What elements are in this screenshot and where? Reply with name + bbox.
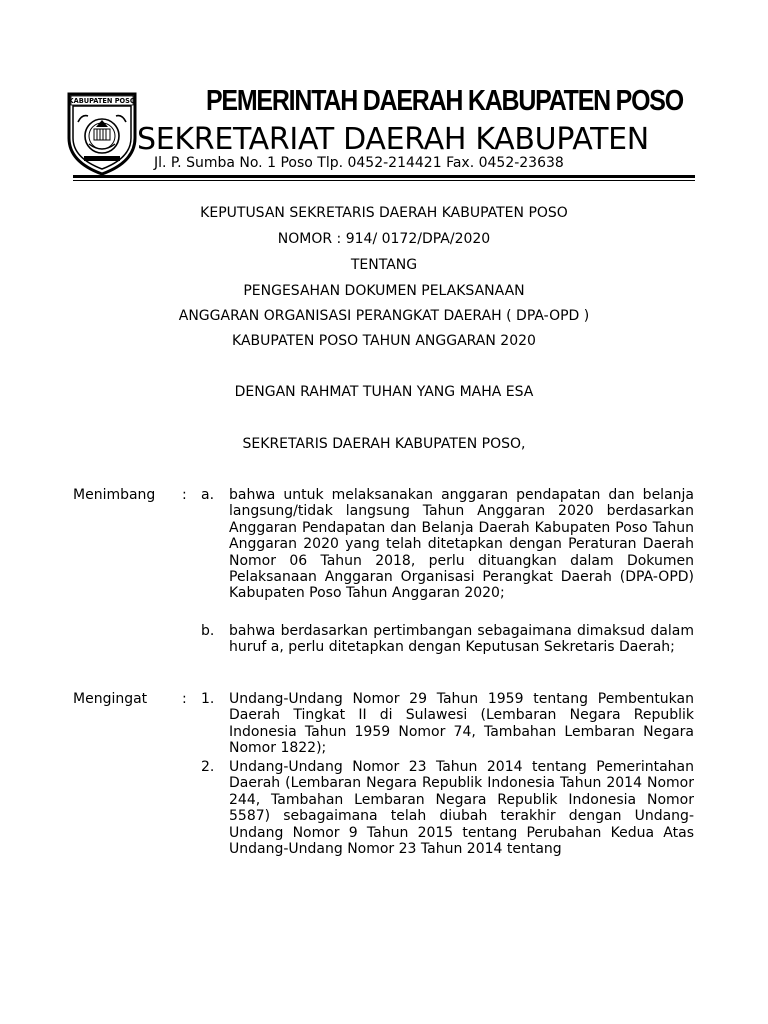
poso-regency-emblem <box>66 92 138 176</box>
menimbang-marker-a: a. <box>201 487 215 503</box>
mengingat-item-2: Undang-Undang Nomor 23 Tahun 2014 tentang Pemerintahan Daerah (Lembaran Negara Republik Indonesia Tahun 2014 Nomor 244, Tambahan Lembaran Negara Republik Indonesia Nomor 5587) sebagaimana telah diubah terakhir dengan Undang-Undang Nomor 9 Tahun 2015 tentang Perubahan Kedua Atas Undang-Undang Nomor 23 Tahun 2014 tentang <box>229 759 694 858</box>
mengingat-marker-1: 1. <box>201 691 215 707</box>
mengingat-label: Mengingat <box>73 691 148 707</box>
emblem-text: KABUPATEN POSO <box>68 97 136 106</box>
subject-line-3: KABUPATEN POSO TAHUN ANGGARAN 2020 <box>232 333 536 349</box>
office-address: Jl. P. Sumba No. 1 Poso Tlp. 0452-214421 Fax. 0452-23638 <box>154 155 564 171</box>
mengingat-marker-2: 2. <box>201 759 215 775</box>
menimbang-marker-b: b. <box>201 623 215 639</box>
letterhead-rule-thick <box>73 175 695 178</box>
menimbang-label: Menimbang <box>73 487 156 503</box>
menimbang-item-a: bahwa untuk melaksanakan anggaran pendapatan dan belanja langsung/tidak langsung Tahun Anggaran 2020 berdasarkan Anggaran Pendapatan dan Belanja Daerah Kabupaten Poso Tahun Anggaran 2020 yang telah ditetapkan dengan Peraturan Daerah Nomor 06 Tahun 2018, perlu dituangkan dalam Dokumen Pelaksanaan Anggaran Organisasi Perangkat Daerah (DPA-OPD) Kabupaten Poso Tahun Anggaran 2020; <box>229 487 694 602</box>
blessing-line: DENGAN RAHMAT TUHAN YANG MAHA ESA <box>234 384 534 400</box>
authority-line: SEKRETARIS DAERAH KABUPATEN POSO, <box>242 436 526 452</box>
mengingat-colon: : <box>182 691 187 707</box>
menimbang-colon: : <box>182 487 187 503</box>
government-name: PEMERINTAH DAERAH KABUPATEN POSO <box>206 85 683 117</box>
menimbang-item-b: bahwa berdasarkan pertimbangan sebagaimana dimaksud dalam huruf a, perlu ditetapkan dengan Keputusan Sekretaris Daerah; <box>229 623 694 656</box>
decision-number: NOMOR : 914/ 0172/DPA/2020 <box>277 231 491 247</box>
about-heading: TENTANG <box>350 257 418 273</box>
letterhead-rule-thin <box>73 180 695 181</box>
subject-line-2: ANGGARAN ORGANISASI PERANGKAT DAERAH ( DPA-OPD ) <box>178 308 590 324</box>
decision-title: KEPUTUSAN SEKRETARIS DAERAH KABUPATEN POSO <box>200 205 568 221</box>
subject-line-1: PENGESAHAN DOKUMEN PELAKSANAAN <box>243 283 525 299</box>
mengingat-item-1: Undang-Undang Nomor 29 Tahun 1959 tentang Pembentukan Daerah Tingkat II di Sulawesi (Lembaran Negara Republik Indonesia Tahun 1959 Nomor 74, Tambahan Lembaran Negara Nomor 1822); <box>229 691 694 757</box>
office-name: SEKRETARIAT DAERAH KABUPATEN <box>137 122 649 157</box>
